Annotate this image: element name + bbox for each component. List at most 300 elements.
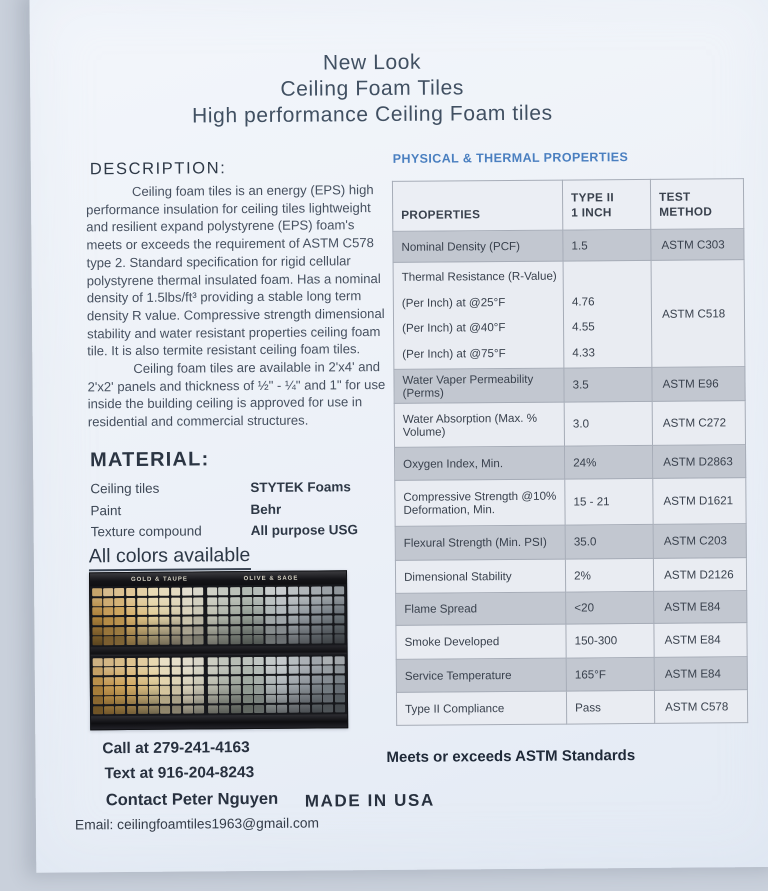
paint-swatch-tile <box>242 606 252 614</box>
paint-swatch-tile <box>171 676 181 684</box>
paint-swatch-tile <box>266 705 276 713</box>
paint-swatch-tile <box>311 635 321 643</box>
value-line: 4.76 <box>571 294 595 309</box>
paint-swatch-tile <box>230 616 240 624</box>
swatch-shelf-top <box>90 584 346 647</box>
paint-swatch-tile <box>300 635 310 643</box>
test-method-cell: ASTM C303 <box>651 229 744 261</box>
paint-swatch-tile <box>219 587 229 595</box>
paint-swatch-tile <box>104 627 114 635</box>
paint-swatch-tile <box>183 686 193 694</box>
paint-swatch-tile <box>160 696 170 704</box>
paint-swatch-tile <box>149 657 159 665</box>
property-cell <box>393 261 564 369</box>
header-line: METHOD <box>659 203 713 219</box>
paint-swatch-tile <box>219 607 229 615</box>
paint-swatch-tile <box>115 636 125 644</box>
paint-swatch-tile <box>242 635 252 643</box>
property-cell: Compressive Strength @10% Deformation, Min. <box>395 479 565 526</box>
paint-swatch-tile <box>182 597 192 605</box>
property-cell: Water Vaper Permeability (Perms) <box>394 368 564 403</box>
paint-swatch-tile <box>207 607 217 615</box>
paint-swatch-tile <box>183 657 193 665</box>
paint-swatch-tile <box>137 598 147 606</box>
table-row <box>395 478 746 527</box>
paint-swatch-tile <box>183 705 193 713</box>
paint-swatch-tile <box>93 658 103 666</box>
paint-swatch-tile <box>219 657 229 665</box>
property-cell: Flame Spread <box>396 592 566 625</box>
paint-swatch-tile <box>104 706 114 714</box>
paint-swatch-tile <box>277 705 287 713</box>
paint-swatch-tile <box>115 607 125 615</box>
paint-swatch-tile <box>194 667 204 675</box>
paint-swatch-tile <box>231 705 241 713</box>
paint-swatch-tile <box>323 666 333 674</box>
value-line <box>572 263 645 289</box>
paint-swatch-tile <box>266 695 276 703</box>
paint-swatch-tile <box>253 626 263 634</box>
paint-swatch-tile <box>160 607 170 615</box>
material-value: STYTEK Foams <box>250 479 351 496</box>
paint-swatch-tile <box>138 657 148 665</box>
paint-swatch-tile <box>93 677 103 685</box>
paint-swatch-tile <box>323 675 333 683</box>
rack-label-gold-taupe: GOLD & TAUPE <box>130 576 188 583</box>
paint-swatch-tile <box>277 635 287 643</box>
paint-swatch-tile <box>265 676 275 684</box>
paint-swatch-tile <box>194 657 204 665</box>
column-header-type-ii <box>562 179 650 230</box>
paint-swatch-tile <box>288 656 298 664</box>
email-line: Email: ceilingfoamtiles1963@gmail.com <box>74 815 320 833</box>
table-row <box>395 445 746 481</box>
paint-swatch-tile <box>230 587 240 595</box>
paint-swatch-tile <box>323 685 333 693</box>
description-body <box>86 181 390 431</box>
paint-swatch-tile <box>115 677 125 685</box>
paint-swatch-tile <box>323 596 333 604</box>
paint-swatch-tile <box>312 695 322 703</box>
table-row <box>394 367 745 404</box>
paint-swatch-tile <box>208 705 218 713</box>
paint-swatch-tile <box>148 597 158 605</box>
paint-swatch-tile <box>300 685 310 693</box>
paint-swatch-tile <box>265 666 275 674</box>
paint-swatch-tile <box>277 656 287 664</box>
description-paragraph-2: Ceiling foam tiles are available in 2'x4' and 2'x2' panels and thickness of ½" - ¼" and 1" for use inside the building ceiling is approved for use in residential and commercial structures. <box>87 359 386 430</box>
title-line-1: New Look <box>322 50 422 75</box>
table-row <box>393 260 745 370</box>
property-cell: Flexural Strength (Min. PSI) <box>395 525 565 560</box>
paint-swatch-tile <box>137 627 147 635</box>
paint-swatch-tile <box>115 588 125 596</box>
paint-swatch-tile <box>115 658 125 666</box>
paint-swatch-tile <box>93 667 103 675</box>
paint-swatch-tile <box>254 635 264 643</box>
paint-swatch-tile <box>265 626 275 634</box>
paint-swatch-tile <box>231 657 241 665</box>
paint-swatch-tile <box>230 635 240 643</box>
paint-swatch-tile <box>183 676 193 684</box>
property-cell: Dimensional Stability <box>395 559 565 593</box>
paint-swatch-tile <box>208 686 218 694</box>
paint-swatch-tile <box>335 704 345 712</box>
material-row <box>91 519 371 543</box>
paint-swatch-tile <box>277 616 287 624</box>
paint-swatch-tile <box>137 617 147 625</box>
paint-swatch-tile <box>253 597 263 605</box>
paint-swatch-tile <box>92 608 102 616</box>
material-value: Behr <box>250 501 282 517</box>
header-line: TEST <box>659 189 691 204</box>
paint-swatch-tile <box>104 636 114 644</box>
paint-swatch-tile <box>127 677 137 685</box>
paint-swatch-tile <box>193 607 203 615</box>
paint-swatch-tile <box>160 636 170 644</box>
paint-swatch-tile <box>300 675 310 683</box>
property-cell: Smoke Developed <box>396 624 566 659</box>
paint-swatch-tile <box>160 626 170 634</box>
paint-swatch-tile <box>92 598 102 606</box>
value-line: 4.33 <box>572 345 595 360</box>
table-row <box>396 690 747 726</box>
paint-swatch-tile <box>115 696 125 704</box>
paint-swatch-tile <box>219 705 229 713</box>
paint-swatch-tile <box>208 695 218 703</box>
paint-swatch-tile <box>127 696 137 704</box>
paint-swatch-tile <box>207 636 217 644</box>
paint-swatch-tile <box>182 626 192 634</box>
paint-swatch-tile <box>311 625 321 633</box>
paint-swatch-tile <box>193 587 203 595</box>
paint-swatch-tile <box>312 675 322 683</box>
paint-swatch-tile <box>288 625 298 633</box>
value-cell: 1.5 <box>563 229 651 261</box>
property-line: Thermal Resistance (R-Value) <box>401 269 557 284</box>
paint-swatch-tile <box>149 677 159 685</box>
paint-swatch-tile <box>265 635 275 643</box>
paint-swatch-tile <box>219 676 229 684</box>
paint-swatch-tile <box>277 625 287 633</box>
paint-swatch-tile <box>182 588 192 596</box>
paint-swatch-tile <box>254 685 264 693</box>
paint-swatch-tile <box>219 616 229 624</box>
paint-swatch-tile <box>253 606 263 614</box>
column-header-test-method <box>650 179 743 230</box>
paint-swatch-tile <box>137 636 147 644</box>
paint-swatch-tile <box>335 665 345 673</box>
paint-swatch-tile <box>265 606 275 614</box>
paint-swatch-tile <box>104 658 114 666</box>
paint-swatch-tile <box>115 687 125 695</box>
paint-swatch-tile <box>243 705 253 713</box>
test-method-cell: ASTM C272 <box>652 401 745 446</box>
material-label: Paint <box>90 502 122 519</box>
swatch-grid-right <box>208 656 346 714</box>
test-method-cell: ASTM E84 <box>654 591 747 624</box>
paint-swatch-tile <box>104 667 114 675</box>
paint-swatch-tile <box>219 686 229 694</box>
paint-swatch-tile <box>208 666 218 674</box>
paint-swatch-tile <box>242 686 252 694</box>
paint-swatch-tile <box>334 606 344 614</box>
paint-swatch-tile <box>171 617 181 625</box>
paint-swatch-tile <box>231 666 241 674</box>
paint-swatch-tile <box>149 636 159 644</box>
test-method-cell: ASTM E84 <box>654 657 747 691</box>
value-line: 4.55 <box>572 320 595 334</box>
paint-swatch-tile <box>92 588 102 596</box>
paint-swatch-tile <box>265 587 275 595</box>
property-cell: Service Temperature <box>396 658 566 692</box>
paint-swatch-tile <box>219 666 229 674</box>
paint-swatch-tile <box>242 587 252 595</box>
test-method-cell: ASTM C203 <box>653 524 746 559</box>
paint-swatch-tile <box>172 705 182 713</box>
paint-swatch-tile <box>312 704 322 712</box>
paint-swatch-tile <box>171 657 181 665</box>
table-row <box>396 591 747 626</box>
paint-swatch-tile <box>171 607 181 615</box>
paint-swatch-tile <box>115 598 125 606</box>
paint-swatch-tile <box>288 666 298 674</box>
paint-swatch-tile <box>207 626 217 634</box>
paint-swatch-tile <box>93 696 103 704</box>
paint-swatch-tile <box>149 626 159 634</box>
paint-swatch-tile <box>126 607 136 615</box>
value-cell <box>563 260 652 368</box>
property-cell: Type II Compliance <box>396 691 566 725</box>
paint-swatch-tile <box>183 667 193 675</box>
rack-bottom-band <box>91 714 347 729</box>
paint-swatch-tile <box>104 617 114 625</box>
paint-swatch-tile <box>149 667 159 675</box>
paint-swatch-tile <box>289 695 299 703</box>
test-method-cell: ASTM E84 <box>654 623 747 658</box>
physical-thermal-properties-table <box>392 178 748 726</box>
value-cell: 15 - 21 <box>565 478 653 525</box>
paint-swatch-tile <box>219 597 229 605</box>
paint-swatch-tile <box>266 685 276 693</box>
paint-swatch-tile <box>149 706 159 714</box>
colors-heading: All colors available <box>89 544 251 571</box>
paint-swatch-tile <box>104 677 114 685</box>
paint-swatch-tile <box>137 607 147 615</box>
rack-label-olive-sage: OLIVE & SAGE <box>243 575 299 582</box>
paint-swatch-tile <box>138 667 148 675</box>
paint-swatch-tile <box>171 626 181 634</box>
paint-swatch-tile <box>193 616 203 624</box>
paint-swatch-tile <box>194 696 204 704</box>
paint-swatch-tile <box>171 667 181 675</box>
paint-swatch-tile <box>242 616 252 624</box>
paint-swatch-tile <box>242 597 252 605</box>
paint-swatch-tile <box>288 596 298 604</box>
paint-swatch-tile <box>334 625 344 633</box>
paint-swatch-tile <box>276 606 286 614</box>
paint-swatch-tile <box>116 706 126 714</box>
paint-swatch-tile <box>299 587 309 595</box>
value-cell: 165°F <box>566 657 654 691</box>
value-cell: 35.0 <box>565 524 653 559</box>
paint-swatch-tile <box>171 597 181 605</box>
paint-swatch-tile <box>334 615 344 623</box>
paint-swatch-tile <box>160 597 170 605</box>
paint-swatch-tile <box>254 695 264 703</box>
paint-swatch-tile <box>254 705 264 713</box>
material-value: All purpose USG <box>250 522 358 539</box>
paint-swatch-tile <box>182 616 192 624</box>
paint-swatch-tile <box>138 696 148 704</box>
test-method-cell: ASTM E96 <box>652 367 745 402</box>
material-row <box>90 498 370 522</box>
paint-swatch-tile <box>138 686 148 694</box>
property-line: (Per Inch) at @75°F <box>402 346 506 361</box>
paint-swatch-tile <box>300 695 310 703</box>
paint-swatch-tile <box>312 685 322 693</box>
value-cell: 2% <box>565 558 653 592</box>
paint-swatch-tile <box>194 636 204 644</box>
paint-swatch-tile <box>288 587 298 595</box>
paint-swatch-tile <box>231 676 241 684</box>
paint-swatch-tile <box>115 627 125 635</box>
paint-swatch-tile <box>126 636 136 644</box>
paint-swatch-tile <box>335 694 345 702</box>
test-method-cell: ASTM D2863 <box>653 445 746 479</box>
property-cell: Nominal Density (PCF) <box>393 230 563 262</box>
paint-swatch-tile <box>265 597 275 605</box>
table-row <box>396 623 747 660</box>
paint-swatch-tile <box>182 607 192 615</box>
paint-swatch-tile <box>288 606 298 614</box>
paint-swatch-tile <box>160 667 170 675</box>
value-cell: <20 <box>566 591 654 624</box>
description-paragraph-1: Ceiling foam tiles is an energy (EPS) high performance insulation for ceiling tiles lightweight and resilient expand polystyrene (EPS) foam's meets or exceeds the requirement of ASTM C578 type 2. Standard specification for rigid cellular polystyrene thermal insulated foam. Has a nominal density of 1.5lbs/ft³ providing a stable long term density R value. Compressive strength dimensional stability and water resistant properties ceiling foam tile. It is also termite resistant ceiling foam tiles. <box>86 182 385 359</box>
paint-swatch-tile <box>312 666 322 674</box>
paint-swatch-tile <box>194 686 204 694</box>
property-cell: Water Absorption (Max. % Volume) <box>394 402 564 447</box>
paint-swatch-tile <box>242 626 252 634</box>
paint-swatch-tile <box>311 586 321 594</box>
test-method-cell: ASTM C578 <box>654 690 747 724</box>
material-label: Texture compound <box>90 523 202 540</box>
paint-swatch-tile <box>230 597 240 605</box>
paint-swatch-tile <box>323 704 333 712</box>
paint-swatch-tile <box>335 675 345 683</box>
paint-swatch-tile <box>160 706 170 714</box>
paint-swatch-tile <box>104 687 114 695</box>
paint-swatch-tile <box>242 695 252 703</box>
paint-swatch-tile <box>323 625 333 633</box>
swatch-shelf-bottom <box>91 654 347 717</box>
paint-swatch-tile <box>138 677 148 685</box>
paint-swatch-tile <box>334 635 344 643</box>
paint-swatch-tile <box>103 607 113 615</box>
paint-swatch-tile <box>194 626 204 634</box>
paint-swatch-tile <box>149 617 159 625</box>
title-line-2: Ceiling Foam Tiles <box>280 76 465 101</box>
paint-swatch-tile <box>208 676 218 684</box>
table-row <box>393 229 744 263</box>
paint-swatch-tile <box>126 617 136 625</box>
color-swatch-rack-photo <box>89 570 348 730</box>
paint-swatch-tile <box>323 615 333 623</box>
paint-swatch-tile <box>92 617 102 625</box>
paint-swatch-tile <box>288 616 298 624</box>
paint-swatch-tile <box>323 635 333 643</box>
paint-swatch-tile <box>276 596 286 604</box>
value-cell: Pass <box>566 690 654 724</box>
property-line: (Per Inch) at @40°F <box>402 321 506 335</box>
table-row <box>395 524 746 561</box>
paint-swatch-tile <box>126 667 136 675</box>
paint-swatch-tile <box>334 586 344 594</box>
paint-swatch-tile <box>115 617 125 625</box>
paint-swatch-tile <box>219 695 229 703</box>
paint-swatch-tile <box>335 685 345 693</box>
paint-swatch-tile <box>160 657 170 665</box>
phone-text-line: Text at 916-204-8243 <box>104 764 255 783</box>
paint-swatch-tile <box>207 597 217 605</box>
header-line: TYPE II <box>571 189 614 205</box>
paint-swatch-tile <box>322 586 332 594</box>
paint-swatch-tile <box>148 588 158 596</box>
paint-swatch-tile <box>289 685 299 693</box>
paint-swatch-tile <box>127 706 137 714</box>
paint-swatch-tile <box>160 588 170 596</box>
paint-swatch-tile <box>323 695 333 703</box>
paint-swatch-tile <box>104 696 114 704</box>
paint-swatch-tile <box>254 656 264 664</box>
test-method-cell: ASTM D1621 <box>653 478 746 525</box>
paint-swatch-tile <box>183 696 193 704</box>
paint-swatch-tile <box>182 636 192 644</box>
paint-swatch-tile <box>93 687 103 695</box>
material-heading: MATERIAL: <box>90 448 210 472</box>
paint-swatch-tile <box>171 588 181 596</box>
paint-swatch-tile <box>311 615 321 623</box>
paint-swatch-tile <box>92 637 102 645</box>
paint-swatch-tile <box>172 686 182 694</box>
header-line: 1 INCH <box>571 204 612 220</box>
paint-swatch-tile <box>265 616 275 624</box>
swatch-grid-left <box>92 587 203 644</box>
material-row <box>90 476 370 500</box>
paint-swatch-tile <box>289 675 299 683</box>
contact-name-line: Contact Peter Nguyen <box>105 789 279 810</box>
paint-swatch-tile <box>219 636 229 644</box>
page-title <box>52 48 693 131</box>
paint-swatch-tile <box>230 626 240 634</box>
astm-standards-note: Meets or exceeds ASTM Standards <box>386 747 636 766</box>
paint-swatch-tile <box>160 686 170 694</box>
paint-swatch-tile <box>103 598 113 606</box>
property-cell: Oxygen Index, Min. <box>395 446 565 480</box>
table-row <box>396 657 747 693</box>
paint-swatch-tile <box>231 686 241 694</box>
paint-swatch-tile <box>171 636 181 644</box>
paint-swatch-tile <box>288 635 298 643</box>
paint-swatch-tile <box>311 606 321 614</box>
test-method-cell: ASTM C518 <box>651 260 745 368</box>
paint-swatch-tile <box>323 656 333 664</box>
paint-swatch-tile <box>219 626 229 634</box>
paint-swatch-tile <box>300 704 310 712</box>
paint-swatch-tile <box>126 588 136 596</box>
paint-swatch-tile <box>127 686 137 694</box>
paint-swatch-tile <box>277 676 287 684</box>
